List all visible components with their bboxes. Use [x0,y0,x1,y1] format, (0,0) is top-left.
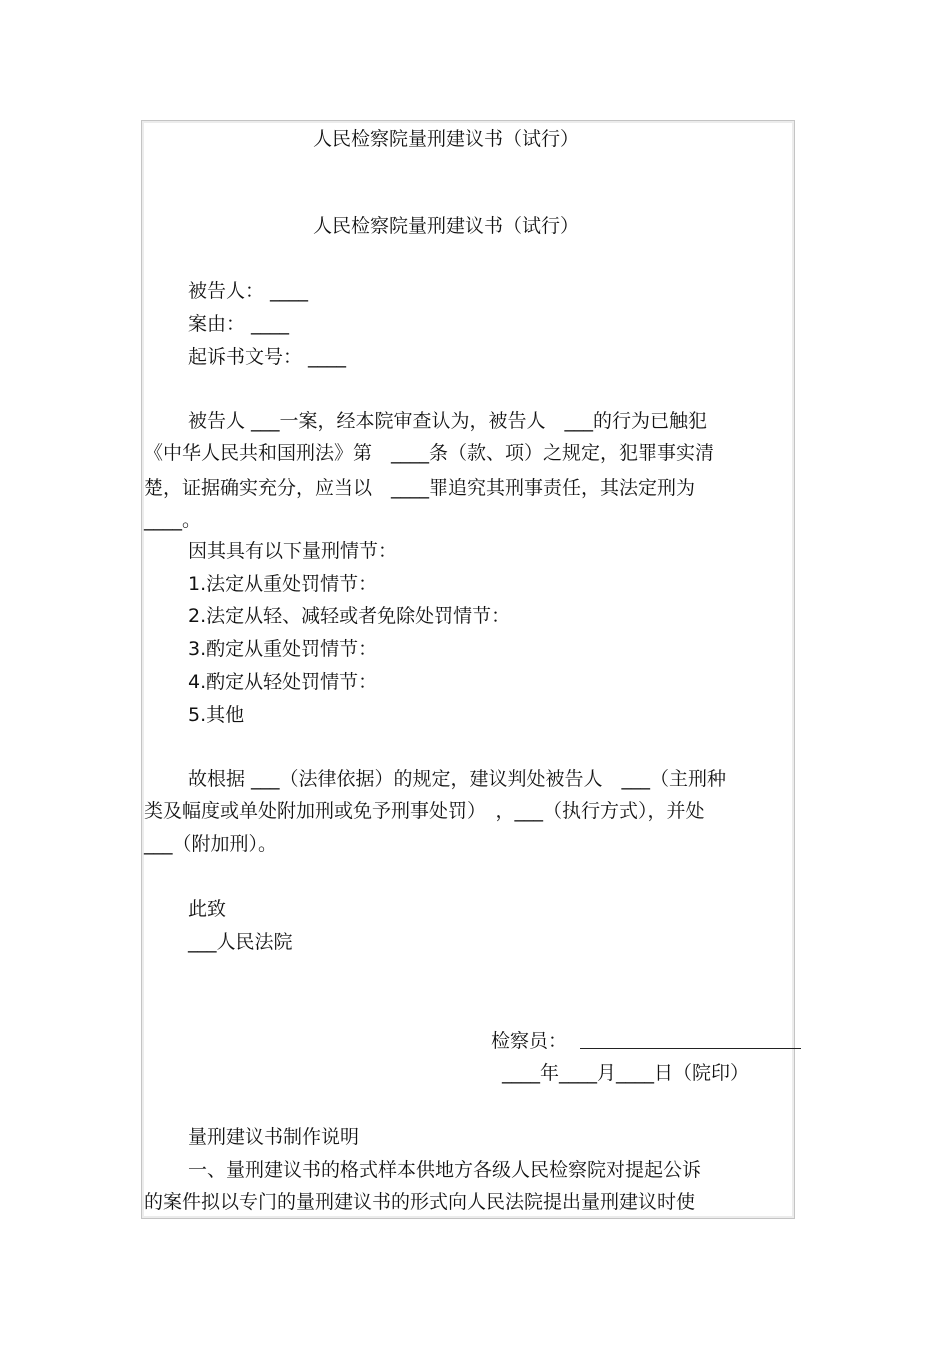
indictment-number-field: 起诉书文号： ____ [188,346,347,368]
addressee-court: ___人民法院 [188,931,293,953]
date-seal-line: ____年____月____日（院印） [502,1062,750,1084]
prosecutor-label: 检察员： [491,1030,568,1052]
instructions-line-2: 的案件拟以专门的量刑建议书的形式向人民法院提出量刑建议时使 [144,1191,696,1213]
paragraph-1-line-1: 被告人 ___一案，经本院审查认为，被告人 ___的行为已触犯 [188,410,708,432]
case-cause-field: 案由： ____ [188,313,290,335]
instructions-line-1: 一、量刑建议书的格式样本供地方各级人民检察院对提起公诉 [188,1159,702,1181]
sentencing-factor-item: 3.酌定从重处罚情节： [188,638,378,660]
sentencing-factor-item: 1.法定从重处罚情节： [188,573,378,595]
instructions-title: 量刑建议书制作说明 [188,1126,360,1148]
sentencing-factor-item: 5.其他 [188,704,245,726]
sentencing-factors-intro: 因其具有以下量刑情节： [188,540,398,562]
sentencing-factor-item: 4.酌定从轻处罚情节： [188,671,378,693]
paragraph-2-line-3: ___（附加刑）。 [144,833,278,855]
sentencing-factor-item: 2.法定从轻、减轻或者免除处罚情节： [188,605,511,627]
header-title: 人民检察院量刑建议书（试行） [313,128,580,150]
paragraph-1-line-3: 楚，证据确实充分，应当以 ____罪追究其刑事责任，其法定刑为 [144,477,696,499]
salutation: 此致 [188,898,227,920]
defendant-field: 被告人： ____ [188,280,309,302]
paragraph-1-line-4: ____。 [144,509,202,531]
prosecutor-signature-line [580,1048,801,1049]
paragraph-1-line-2: 《中华人民共和国刑法》第 ____条（款、项）之规定，犯罪事实清 [144,442,715,464]
document-title: 人民检察院量刑建议书（试行） [313,215,580,237]
paragraph-2-line-2: 类及幅度或单处附加刑或免予刑事处罚） ，___（执行方式），并处 [144,800,705,822]
paragraph-2-line-1: 故根据 ___（法律依据）的规定，建议判处被告人 ___（主刑种 [188,768,727,790]
